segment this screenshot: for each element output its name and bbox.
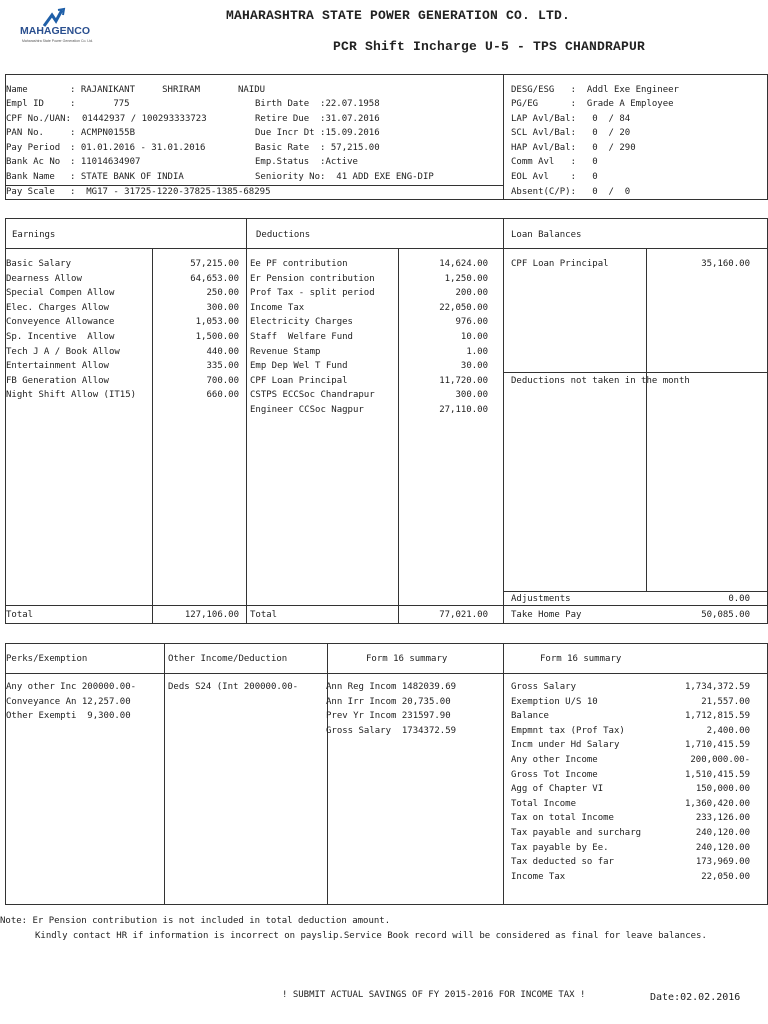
form16-label: Agg of Chapter VI [511, 784, 604, 795]
form16-amount: 1,712,815.59 [684, 711, 750, 722]
other-income-item: Deds S24 (Int 200000.00- [168, 682, 299, 692]
loans-divider [503, 372, 768, 373]
form16-label: Total Income [511, 798, 577, 809]
form16-title-left: Form 16 summary [366, 654, 448, 664]
payslip-date: Date:02.02.2016 [650, 992, 741, 1003]
deductions-amounts [398, 257, 488, 418]
comm-avl: Comm Avl : 0 [511, 157, 598, 167]
earning-label: Tech J A / Book Allow [6, 346, 120, 357]
form16-left-item: Ann Reg Incom 1482039.69 [326, 682, 457, 692]
adjustments-value: 0.00 [728, 594, 750, 604]
logo-subtext: Maharashtra State Power Generation Co. Ltd. [22, 39, 94, 43]
form16-amount: 233,126.00 [695, 813, 750, 824]
earnings-total: 127,106.00 [184, 610, 239, 620]
footer-note-2: Kindly contact HR if information is incorrect on payslip.Service Book record will be considered as final for leave balances. [35, 931, 707, 941]
deduction-amount: 30.00 [460, 361, 488, 372]
earnings-header-divider [5, 248, 768, 249]
perk-item: Other Exempti 9,300.00 [6, 711, 131, 722]
form16-amount: 200,000.00- [690, 754, 750, 765]
deduction-amount: 1,250.00 [444, 273, 488, 284]
loans-amount-divider [646, 248, 647, 591]
form16-label: Exemption U/S 10 [511, 696, 598, 707]
earning-amount: 335.00 [206, 361, 239, 372]
earnings-title: Earnings [12, 230, 56, 240]
form16-label: Any other Income [511, 754, 598, 765]
take-home-label: Take Home Pay [511, 610, 582, 620]
perks-list [6, 680, 162, 724]
form16-label: Tax payable and surcharg [511, 827, 642, 838]
form16-label: Income Tax [511, 871, 566, 882]
form16-amount: 1,710,415.59 [684, 740, 750, 751]
earning-label: Conveyence Allowance [6, 317, 115, 328]
pay-period: : 01.01.2016 - 31.01.2016 [70, 143, 206, 153]
earning-amount: 64,653.00 [190, 273, 239, 284]
hap-balance: HAP Avl/Bal: 0 / 290 [511, 143, 636, 153]
deduction-label: Electricity Charges [250, 317, 353, 328]
earning-label: Basic Salary [6, 259, 72, 269]
perk-item: Any other Inc 200000.00- [6, 682, 137, 692]
deduction-label: Emp Dep Wel T Fund [250, 361, 348, 372]
loan-amount: 35,160.00 [701, 259, 750, 269]
deductions-labels [250, 257, 396, 418]
form16-amount: 1,360,420.00 [684, 798, 750, 809]
deduction-label: Income Tax [250, 302, 305, 313]
form16-right-amounts [640, 680, 750, 884]
emp-status: Emp.Status :Active [255, 157, 358, 167]
form16-amount: 21,557.00 [701, 696, 750, 707]
loan-label: CPF Loan Principal [511, 259, 609, 269]
employee-name: : RAJANIKANT SHRIRAM NAIDU [70, 85, 266, 95]
form16-amount: 1,510,415.59 [684, 769, 750, 780]
form16-amount: 150,000.00 [695, 784, 750, 795]
earning-amount: 250.00 [206, 288, 239, 299]
pg-eg: PG/EG : Grade A Employee [511, 99, 674, 109]
loan-balances-title: Loan Balances [511, 230, 582, 240]
cpf-value: 01442937 / 100293333723 [82, 114, 207, 124]
deduction-amount: 200.00 [455, 288, 488, 299]
earning-amount: 440.00 [206, 346, 239, 357]
pay-period-label: Pay Period [6, 143, 61, 153]
earnings-deductions-divider [246, 218, 247, 624]
earning-amount: 1,053.00 [195, 317, 239, 328]
bank-name-label: Bank Name [6, 172, 55, 182]
bank-name: : STATE BANK OF INDIA [70, 172, 184, 182]
deductions-total-label: Total [250, 610, 278, 620]
desg: DESG/ESG : Addl Exe Engineer [511, 85, 679, 95]
earning-amount: 57,215.00 [190, 259, 239, 269]
footer-note-1: Note: Er Pension contribution is not included in total deduction amount. [0, 916, 391, 926]
company-title: MAHARASHTRA STATE POWER GENERATION CO. LTD. [226, 8, 571, 23]
form16-label: Tax on total Income [511, 813, 614, 824]
empl-id: : 775 [70, 99, 130, 109]
earnings-amounts [152, 257, 239, 403]
basic-rate: Basic Rate : 57,215.00 [255, 143, 380, 153]
deduction-label: Prof Tax - split period [250, 288, 375, 299]
earning-label: Sp. Incentive Allow [6, 331, 115, 342]
earning-amount: 660.00 [206, 390, 239, 401]
name-label: Name [6, 85, 28, 95]
take-home-pay: 50,085.00 [701, 610, 750, 620]
form16-label: Gross Tot Income [511, 769, 598, 780]
deduction-label: Staff Welfare Fund [250, 331, 353, 342]
earning-label: Special Compen Allow [6, 288, 115, 299]
form16-title-right: Form 16 summary [540, 654, 622, 664]
form16-label: Tax deducted so far [511, 857, 614, 868]
page-subtitle: PCR Shift Incharge U-5 - TPS CHANDRAPUR [333, 39, 646, 54]
birth-date: Birth Date :22.07.1958 [255, 99, 380, 109]
pay-scale-label: Pay Scale [6, 187, 55, 197]
form16-left-list [326, 680, 502, 738]
earning-label: Dearness Allow [6, 273, 82, 284]
loan-amounts [646, 257, 750, 272]
form16-amount: 22,050.00 [701, 871, 750, 882]
deduction-amount: 976.00 [455, 317, 488, 328]
deductions-total: 77,021.00 [439, 610, 488, 620]
form16-divider [503, 643, 504, 905]
form16-amount: 240,120.00 [695, 827, 750, 838]
retire-due: Retire Due :31.07.2016 [255, 114, 380, 124]
submit-savings-notice: ! SUBMIT ACTUAL SAVINGS OF FY 2015-2016 FOR INCOME TAX ! [282, 990, 586, 1000]
deduction-amount: 1.00 [466, 346, 488, 357]
pan-label: PAN No. [6, 128, 44, 138]
totals-divider [5, 605, 503, 606]
earning-label: Entertainment Allow [6, 361, 109, 372]
form16-amount: 173,969.00 [695, 857, 750, 868]
employee-box-divider [503, 74, 504, 200]
form16-left-item: Prev Yr Incom 231597.90 [326, 711, 451, 722]
deductions-not-taken-title: Deductions not taken in the month [511, 376, 690, 386]
other-income-title: Other Income/Deduction [168, 654, 288, 664]
bank-ac-label: Bank Ac No [6, 157, 61, 167]
perks-header-divider [5, 673, 768, 674]
absent: Absent(C/P): 0 / 0 [511, 187, 631, 197]
earning-label: Elec. Charges Allow [6, 302, 109, 313]
deduction-label: CSTPS ECCSoc Chandrapur [250, 390, 375, 401]
earnings-labels [6, 257, 150, 403]
deductions-loans-divider [503, 218, 504, 624]
eol-avl: EOL Avl : 0 [511, 172, 598, 182]
form16-amount: 240,120.00 [695, 842, 750, 853]
seniority: Seniority No: 41 ADD EXE ENG-DIP [255, 172, 434, 182]
cpf-label: CPF No./UAN: [6, 114, 72, 124]
form16-right-labels [511, 680, 661, 884]
deductions-title: Deductions [256, 230, 311, 240]
logo-text: MAHAGENCO [20, 25, 90, 37]
pay-scale: : MG17 - 31725-1220-37825-1385-68295 [70, 187, 271, 197]
earning-amount: 1,500.00 [195, 331, 239, 342]
deduction-amount: 11,720.00 [439, 375, 488, 386]
form16-label: Incm under Hd Salary [511, 740, 620, 751]
other-income-list [168, 680, 325, 695]
form16-amount: 2,400.00 [706, 725, 750, 736]
mahagenco-logo [18, 6, 94, 46]
loan-labels [511, 257, 645, 272]
lap-balance: LAP Avl/Bal: 0 / 84 [511, 114, 631, 124]
earning-label: Night Shift Allow (IT15) [6, 390, 137, 401]
earning-amount: 300.00 [206, 302, 239, 313]
form16-amount: 1,734,372.59 [684, 682, 750, 692]
form16-left-item: Ann Irr Incom 20,735.00 [326, 696, 451, 707]
form16-label: Empmnt tax (Prof Tax) [511, 725, 625, 736]
bank-ac: : 11014634907 [70, 157, 141, 167]
deduction-label: Er Pension contribution [250, 273, 375, 284]
deduction-amount: 14,624.00 [439, 259, 488, 269]
adjustments-label: Adjustments [511, 594, 571, 604]
deduction-label: Ee PF contribution [250, 259, 348, 269]
earning-label: FB Generation Allow [6, 375, 109, 386]
deduction-label: Revenue Stamp [250, 346, 321, 357]
deduction-label: Engineer CCSoc Nagpur [250, 404, 364, 415]
deduction-amount: 22,050.00 [439, 302, 488, 313]
form16-label: Balance [511, 711, 549, 722]
pan-value: : ACMPN0155B [70, 128, 136, 138]
earning-amount: 700.00 [206, 375, 239, 386]
form16-label: Tax payable by Ee. [511, 842, 609, 853]
deduction-amount: 27,110.00 [439, 404, 488, 415]
deduction-label: CPF Loan Principal [250, 375, 348, 386]
perks-divider [164, 643, 165, 905]
empl-id-label: Empl ID [6, 99, 44, 109]
due-incr: Due Incr Dt :15.09.2016 [255, 128, 380, 138]
scl-balance: SCL Avl/Bal: 0 / 20 [511, 128, 631, 138]
deduction-amount: 300.00 [455, 390, 488, 401]
form16-left-item: Gross Salary 1734372.59 [326, 725, 457, 736]
earnings-total-label: Total [6, 610, 34, 620]
perk-item: Conveyance An 12,257.00 [6, 696, 131, 707]
form16-label: Gross Salary [511, 682, 577, 692]
deduction-amount: 10.00 [460, 331, 488, 342]
perks-title: Perks/Exemption [6, 654, 88, 664]
